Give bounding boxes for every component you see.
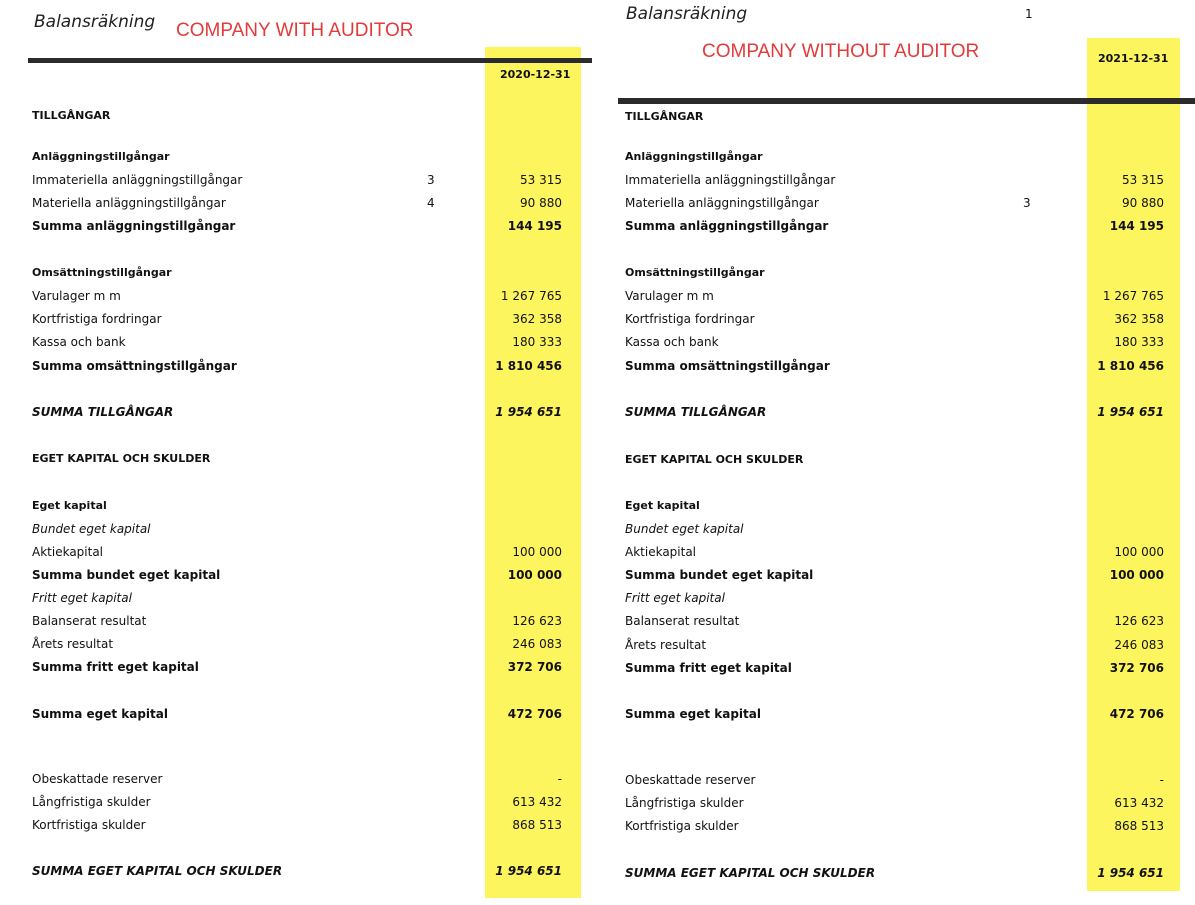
page-number: 1 — [1025, 7, 1033, 21]
section-heading: EGET KAPITAL OCH SKULDER — [625, 453, 804, 466]
table-row: Kortfristiga skulder 868 513 — [32, 818, 562, 832]
balance-sheet-with-auditor — [0, 0, 595, 905]
header-rule — [28, 58, 592, 63]
subtotal-row: Summa anläggningstillgångar 144 195 — [625, 219, 1164, 233]
table-row: Långfristiga skulder 613 432 — [32, 795, 562, 809]
balance-sheet-without-auditor — [598, 0, 1195, 905]
subtotal-row: Summa fritt eget kapital 372 706 — [32, 660, 562, 674]
table-row: Kortfristiga fordringar 362 358 — [32, 312, 562, 326]
total-row: SUMMA EGET KAPITAL OCH SKULDER 1 954 651 — [32, 864, 562, 878]
group-heading: Anläggningstillgångar — [625, 150, 763, 163]
group-heading: Eget kapital — [32, 499, 107, 512]
subgroup-heading: Bundet eget kapital — [32, 522, 151, 536]
total-row: SUMMA TILLGÅNGAR 1 954 651 — [625, 405, 1164, 419]
header-rule — [618, 98, 1195, 104]
date-header: 2020-12-31 — [500, 68, 571, 81]
table-row: Årets resultat 246 083 — [32, 637, 562, 651]
group-heading: Omsättningstillgångar — [32, 266, 172, 279]
table-row: Årets resultat 246 083 — [625, 638, 1164, 652]
table-row: Aktiekapital 100 000 — [625, 545, 1164, 559]
table-row: Kassa och bank 180 333 — [32, 335, 562, 349]
table-row: Immateriella anläggningstillgångar 3 53 315 — [32, 173, 562, 187]
table-row: Kortfristiga fordringar 362 358 — [625, 312, 1164, 326]
date-header: 2021-12-31 — [1098, 52, 1169, 65]
total-row: SUMMA TILLGÅNGAR 1 954 651 — [32, 405, 562, 419]
group-heading: Eget kapital — [625, 499, 700, 512]
table-row: Varulager m m 1 267 765 — [32, 289, 562, 303]
subgroup-heading: Fritt eget kapital — [625, 591, 725, 605]
table-row: Obeskattade reserver - — [625, 773, 1164, 787]
subtotal-row: Summa anläggningstillgångar 144 195 — [32, 219, 562, 233]
table-row: Kortfristiga skulder 868 513 — [625, 819, 1164, 833]
subtotal-row: Summa omsättningstillgångar 1 810 456 — [32, 359, 562, 373]
section-heading: EGET KAPITAL OCH SKULDER — [32, 452, 211, 465]
table-row: Varulager m m 1 267 765 — [625, 289, 1164, 303]
table-row: Kassa och bank 180 333 — [625, 335, 1164, 349]
subgroup-heading: Bundet eget kapital — [625, 522, 744, 536]
table-row: Balanserat resultat 126 623 — [32, 614, 562, 628]
table-row: Materiella anläggningstillgångar 3 90 880 — [625, 196, 1164, 210]
section-heading: TILLGÅNGAR — [32, 109, 111, 122]
subtotal-row: Summa omsättningstillgångar 1 810 456 — [625, 359, 1164, 373]
total-row: SUMMA EGET KAPITAL OCH SKULDER 1 954 651 — [625, 866, 1164, 880]
subtotal-row: Summa eget kapital 472 706 — [625, 707, 1164, 721]
company-label: COMPANY WITH AUDITOR — [176, 20, 414, 41]
table-row: Materiella anläggningstillgångar 4 90 880 — [32, 196, 562, 210]
subtotal-row: Summa fritt eget kapital 372 706 — [625, 661, 1164, 675]
table-row: Aktiekapital 100 000 — [32, 545, 562, 559]
group-heading: Anläggningstillgångar — [32, 150, 170, 163]
subgroup-heading: Fritt eget kapital — [32, 591, 132, 605]
company-label: COMPANY WITHOUT AUDITOR — [702, 41, 980, 62]
subtotal-row: Summa bundet eget kapital 100 000 — [625, 568, 1164, 582]
subtotal-row: Summa eget kapital 472 706 — [32, 707, 562, 721]
table-row: Immateriella anläggningstillgångar 53 315 — [625, 173, 1164, 187]
page-title: Balansräkning — [626, 4, 748, 24]
subtotal-row: Summa bundet eget kapital 100 000 — [32, 568, 562, 582]
group-heading: Omsättningstillgångar — [625, 266, 765, 279]
page-title: Balansräkning — [34, 12, 156, 32]
table-row: Obeskattade reserver - — [32, 772, 562, 786]
table-row: Balanserat resultat 126 623 — [625, 614, 1164, 628]
table-row: Långfristiga skulder 613 432 — [625, 796, 1164, 810]
section-heading: TILLGÅNGAR — [625, 110, 704, 123]
